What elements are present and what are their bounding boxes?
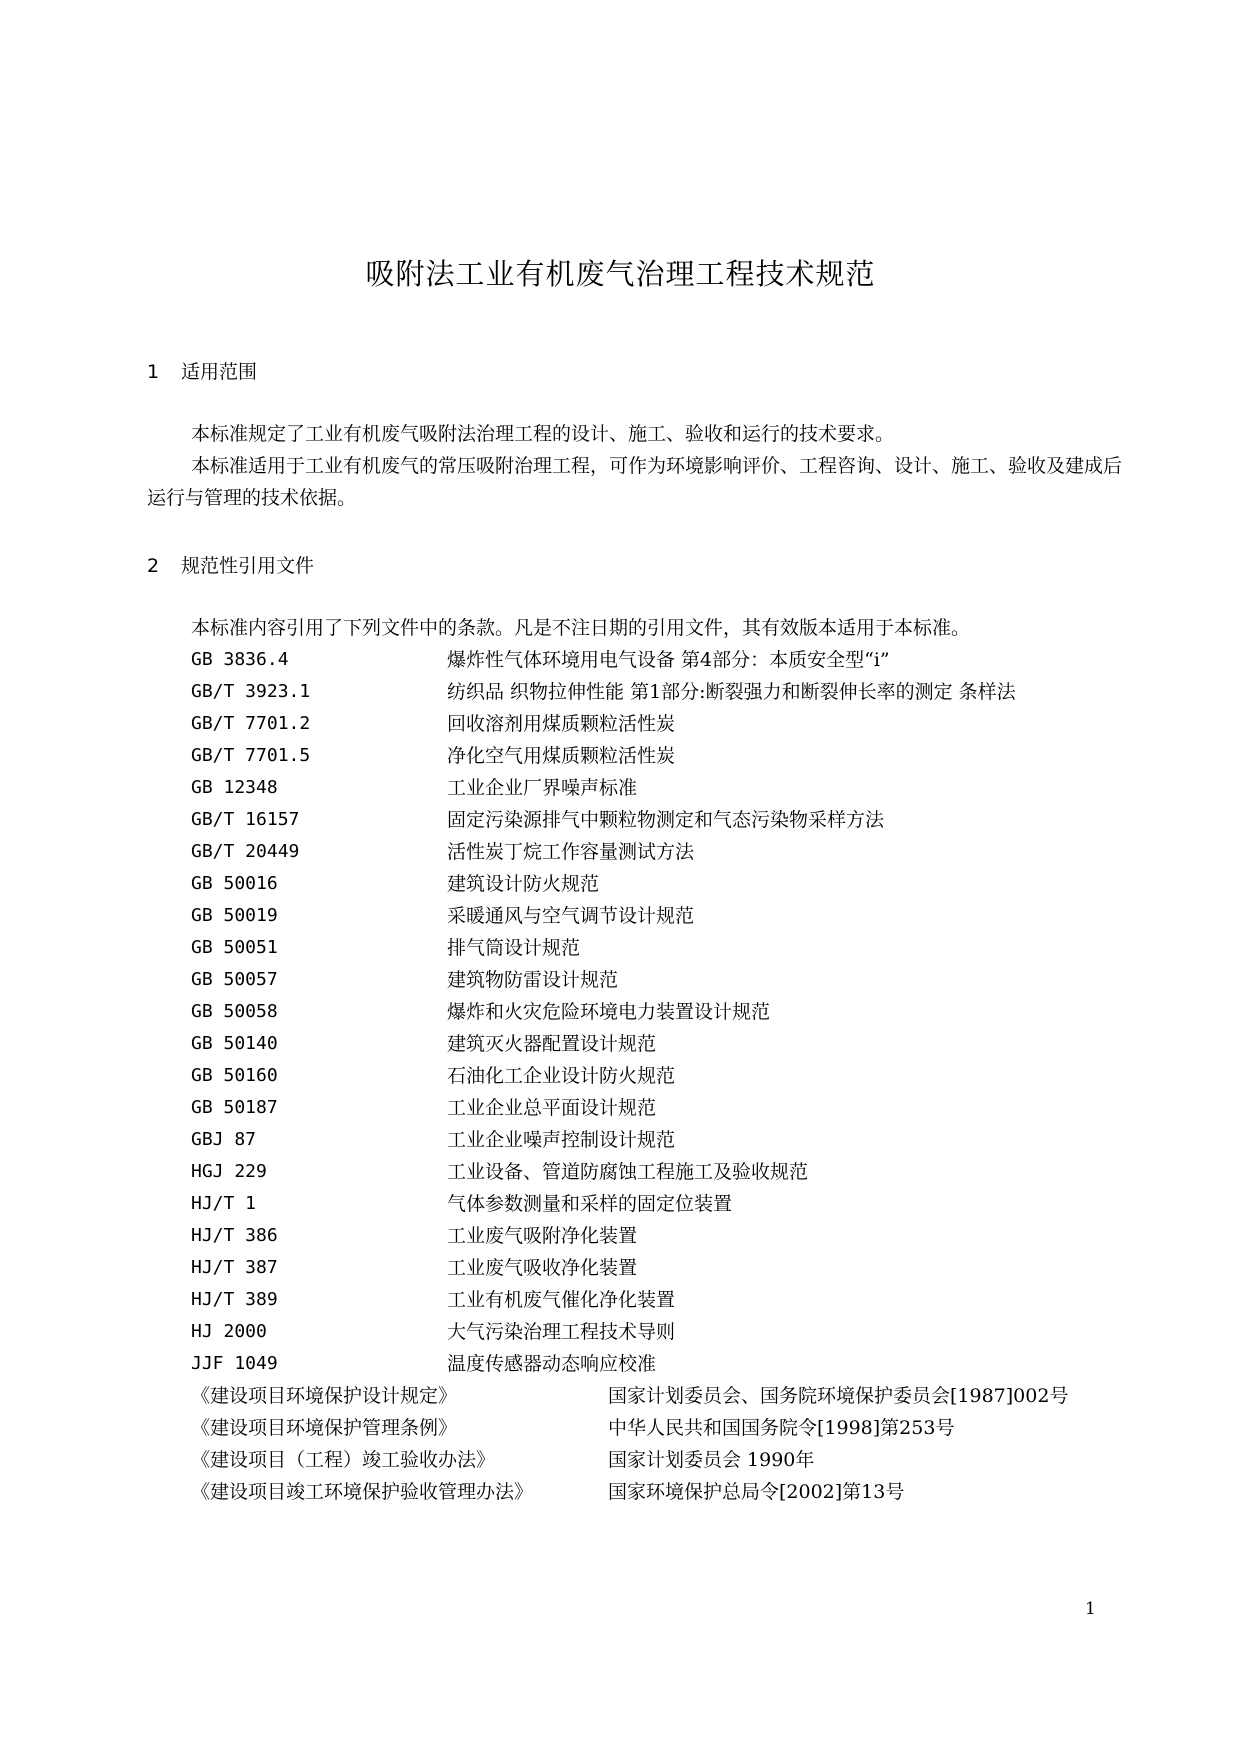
reference-name: 工业企业噪声控制设计规范 <box>447 1129 676 1151</box>
regulation-title: 《建设项目（工程）竣工验收办法》 <box>191 1449 496 1471</box>
reference-code: GB/T 7701.5 <box>191 745 311 766</box>
reference-code: GBJ 87 <box>191 1129 257 1150</box>
reference-name: 爆炸和火灾危险环境电力装置设计规范 <box>447 1001 771 1023</box>
page-number: 1 <box>1085 1599 1096 1619</box>
reference-name: 排气筒设计规范 <box>447 937 581 959</box>
reference-code: GB 50140 <box>191 1033 278 1054</box>
document-title: 吸附法工业有机废气治理工程技术规范 <box>365 257 876 291</box>
reference-code: GB 50051 <box>191 937 278 958</box>
reference-name: 气体参数测量和采样的固定位装置 <box>447 1193 733 1215</box>
reference-name: 石油化工企业设计防火规范 <box>447 1065 676 1087</box>
section-2-heading <box>147 551 314 578</box>
reference-code: GB/T 3923.1 <box>191 681 311 702</box>
reference-code: GB 50016 <box>191 873 278 894</box>
regulation-issuer: 中华人民共和国国务院令[1998]第253号 <box>608 1417 955 1439</box>
reference-name: 工业企业厂界噪声标准 <box>447 777 638 799</box>
reference-name: 工业设备、管道防腐蚀工程施工及验收规范 <box>447 1161 809 1183</box>
reference-name: 建筑灭火器配置设计规范 <box>447 1033 657 1055</box>
regulation-issuer: 国家环境保护总局令[2002]第13号 <box>608 1481 905 1503</box>
regulation-issuer: 国家计划委员会 1990年 <box>608 1449 815 1471</box>
reference-name: 工业废气吸附净化装置 <box>447 1225 638 1247</box>
reference-code: GB 50058 <box>191 1001 278 1022</box>
reference-name: 工业有机废气催化净化装置 <box>447 1289 676 1311</box>
reference-name: 建筑物防雷设计规范 <box>447 969 619 991</box>
reference-code: GB 50057 <box>191 969 278 990</box>
reference-name: 温度传感器动态响应校准 <box>447 1353 657 1375</box>
reference-code: GB 3836.4 <box>191 649 289 670</box>
reference-name: 爆炸性气体环境用电气设备 第4部分：本质安全型“i” <box>447 649 890 671</box>
reference-code: JJF 1049 <box>191 1353 278 1374</box>
reference-name: 纺织品 织物拉伸性能 第1部分:断裂强力和断裂伸长率的测定 条样法 <box>447 681 1016 703</box>
reference-code: HJ/T 387 <box>191 1257 278 1278</box>
reference-name: 工业企业总平面设计规范 <box>447 1097 657 1119</box>
reference-name: 活性炭丁烷工作容量测试方法 <box>447 841 695 863</box>
reference-name: 大气污染治理工程技术导则 <box>447 1321 676 1343</box>
reference-code: HGJ 229 <box>191 1161 267 1182</box>
reference-code: HJ 2000 <box>191 1321 267 1342</box>
section-2-intro: 本标准内容引用了下列文件中的条款。凡是不注日期的引用文件，其有效版本适用于本标准。 <box>191 617 971 639</box>
reference-name: 工业废气吸收净化装置 <box>447 1257 638 1279</box>
reference-code: GB/T 16157 <box>191 809 300 830</box>
section-1-paragraph-2: 本标准适用于工业有机废气的常压吸附治理工程，可作为环境影响评价、工程咨询、设计、施工、验收及建成后运行与管理的技术依据。 <box>147 455 1123 509</box>
section-number: 1 <box>147 361 160 383</box>
reference-code: GB 12348 <box>191 777 278 798</box>
reference-code: HJ/T 1 <box>191 1193 257 1214</box>
reference-name: 建筑设计防火规范 <box>447 873 600 895</box>
section-1-paragraph-1: 本标准规定了工业有机废气吸附法治理工程的设计、施工、验收和运行的技术要求。 <box>191 423 895 445</box>
reference-code: GB 50187 <box>191 1097 278 1118</box>
section-number: 2 <box>147 555 160 577</box>
reference-code: HJ/T 386 <box>191 1225 278 1246</box>
regulation-title: 《建设项目竣工环境保护验收管理办法》 <box>191 1481 534 1503</box>
reference-code: GB 50019 <box>191 905 278 926</box>
reference-code: HJ/T 389 <box>191 1289 278 1310</box>
reference-name: 净化空气用煤质颗粒活性炭 <box>447 745 676 767</box>
section-1-heading <box>147 357 257 384</box>
regulation-title: 《建设项目环境保护设计规定》 <box>191 1385 458 1407</box>
reference-code: GB/T 20449 <box>191 841 300 862</box>
section-title: 适用范围 <box>181 361 258 383</box>
reference-name: 采暖通风与空气调节设计规范 <box>447 905 695 927</box>
regulation-issuer: 国家计划委员会、国务院环境保护委员会[1987]002号 <box>608 1385 1069 1407</box>
reference-code: GB/T 7701.2 <box>191 713 311 734</box>
reference-name: 回收溶剂用煤质颗粒活性炭 <box>447 713 676 735</box>
section-title: 规范性引用文件 <box>181 555 315 577</box>
reference-name: 固定污染源排气中颗粒物测定和气态污染物采样方法 <box>447 809 885 831</box>
regulation-title: 《建设项目环境保护管理条例》 <box>191 1417 458 1439</box>
reference-code: GB 50160 <box>191 1065 278 1086</box>
